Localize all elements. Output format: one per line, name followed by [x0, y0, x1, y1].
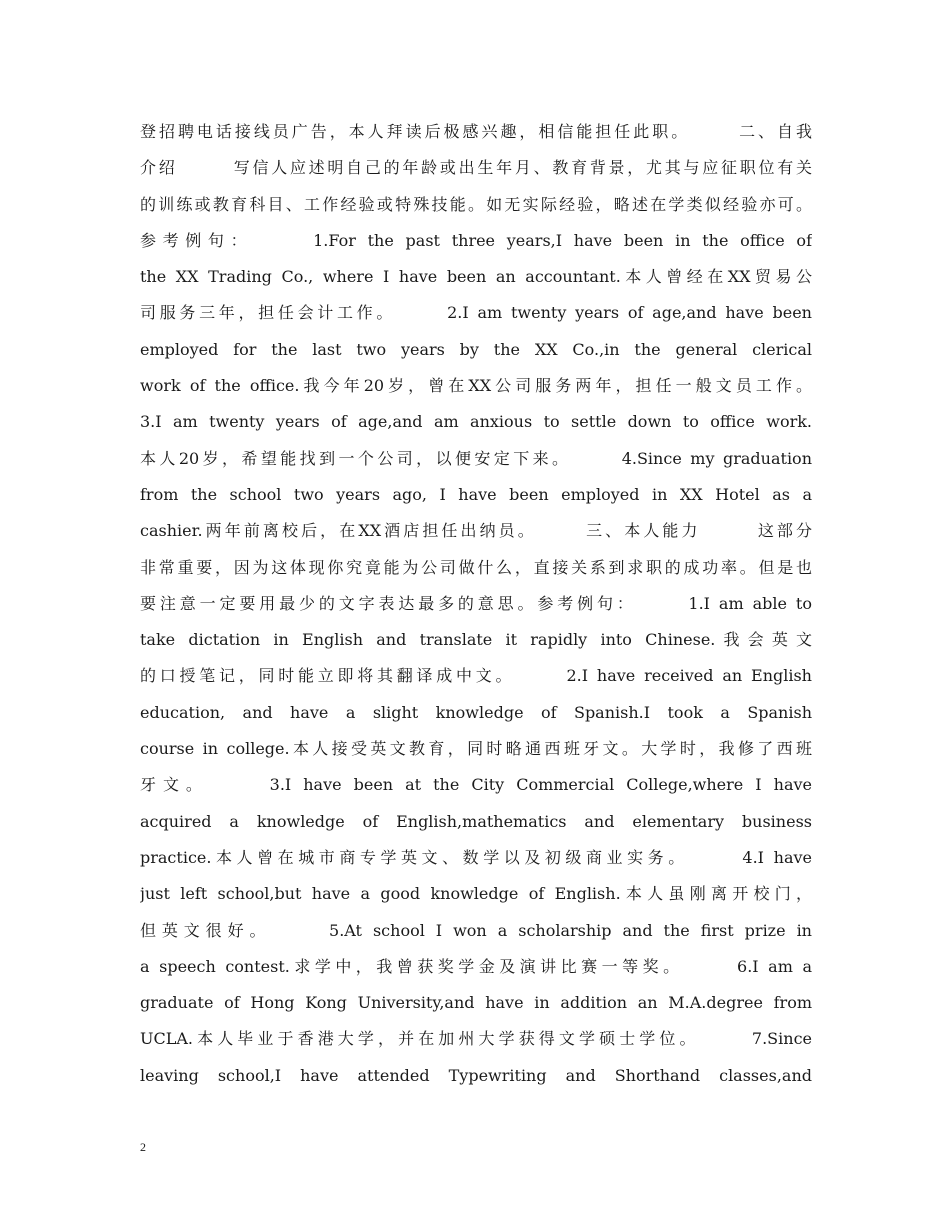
text-line: take dictation in English and translate it rapidly into Chinese.我会英文 [140, 630, 812, 650]
text-line: the XX Trading Co., where I have been an accountant.本人曾经在XX贸易公 [140, 267, 812, 287]
text-line: 的口授笔记，同时能立即将其翻译成中文。 2.I have received an English [140, 666, 812, 686]
body-text [140, 114, 812, 1094]
text-line: 司服务三年，担任会计工作。 2.I am twenty years of age,and have been [140, 303, 812, 323]
text-line: from the school two years ago, I have been employed in XX Hotel as a [140, 484, 812, 504]
text-line: course in college.本人接受英文教育，同时略通西班牙文。大学时，我修了西班 [140, 739, 812, 759]
text-line: 要注意一定要用最少的文字表达最多的意思。参考例句： 1.I am able to [140, 593, 812, 613]
text-line: practice.本人曾在城市商专学英文、数学以及初级商业实务。 4.I have [140, 847, 812, 867]
text-line: 牙文。 3.I have been at the City Commercial College,where I have [140, 775, 812, 795]
text-line: work of the office.我今年20岁，曾在XX公司服务两年，担任一般文员工作。 [140, 376, 812, 396]
text-line: UCLA.本人毕业于香港大学，并在加州大学获得文学硕士学位。 7.Since [140, 1029, 812, 1049]
text-line: just left school,but have a good knowledge of English.本人虽刚离开校门， [140, 884, 812, 904]
text-line: 参考例句： 1.For the past three years,I have been in the office of [140, 230, 812, 250]
text-line: employed for the last two years by the XX Co.,in the general clerical [140, 339, 812, 359]
text-line: 非常重要，因为这体现你究竟能为公司做什么，直接关系到求职的成功率。但是也 [140, 557, 812, 577]
text-line: 的训练或教育科目、工作经验或特殊技能。如无实际经验，略述在学类似经验亦可。 [140, 194, 812, 214]
text-line: 登招聘电话接线员广告，本人拜读后极感兴趣，相信能担任此职。 二、自我 [140, 122, 812, 141]
text-line: graduate of Hong Kong University,and have in addition an M.A.degree from [140, 993, 812, 1013]
text-line: 3.I am twenty years of age,and am anxious to settle down to office work. [140, 412, 812, 432]
text-line: leaving school,I have attended Typewriting and Shorthand classes,and [140, 1065, 812, 1085]
text-line: 但英文很好。 5.At school I won a scholarship and the first prize in [140, 920, 812, 940]
text-line: cashier.两年前离校后，在XX酒店担任出纳员。 三、本人能力 这部分 [140, 521, 812, 541]
text-line: education, and have a slight knowledge of Spanish.I took a Spanish [140, 702, 812, 722]
text-line: 介绍 写信人应述明自己的年龄或出生年月、教育背景，尤其与应征职位有关 [140, 158, 812, 178]
text-line: acquired a knowledge of English,mathematics and elementary business [140, 811, 812, 831]
text-line: 本人20岁，希望能找到一个公司，以便安定下来。 4.Since my graduation [140, 448, 812, 468]
page-number: 2 [140, 1140, 146, 1154]
text-line: a speech contest.求学中，我曾获奖学金及演讲比赛一等奖。 6.I am a [140, 956, 812, 976]
